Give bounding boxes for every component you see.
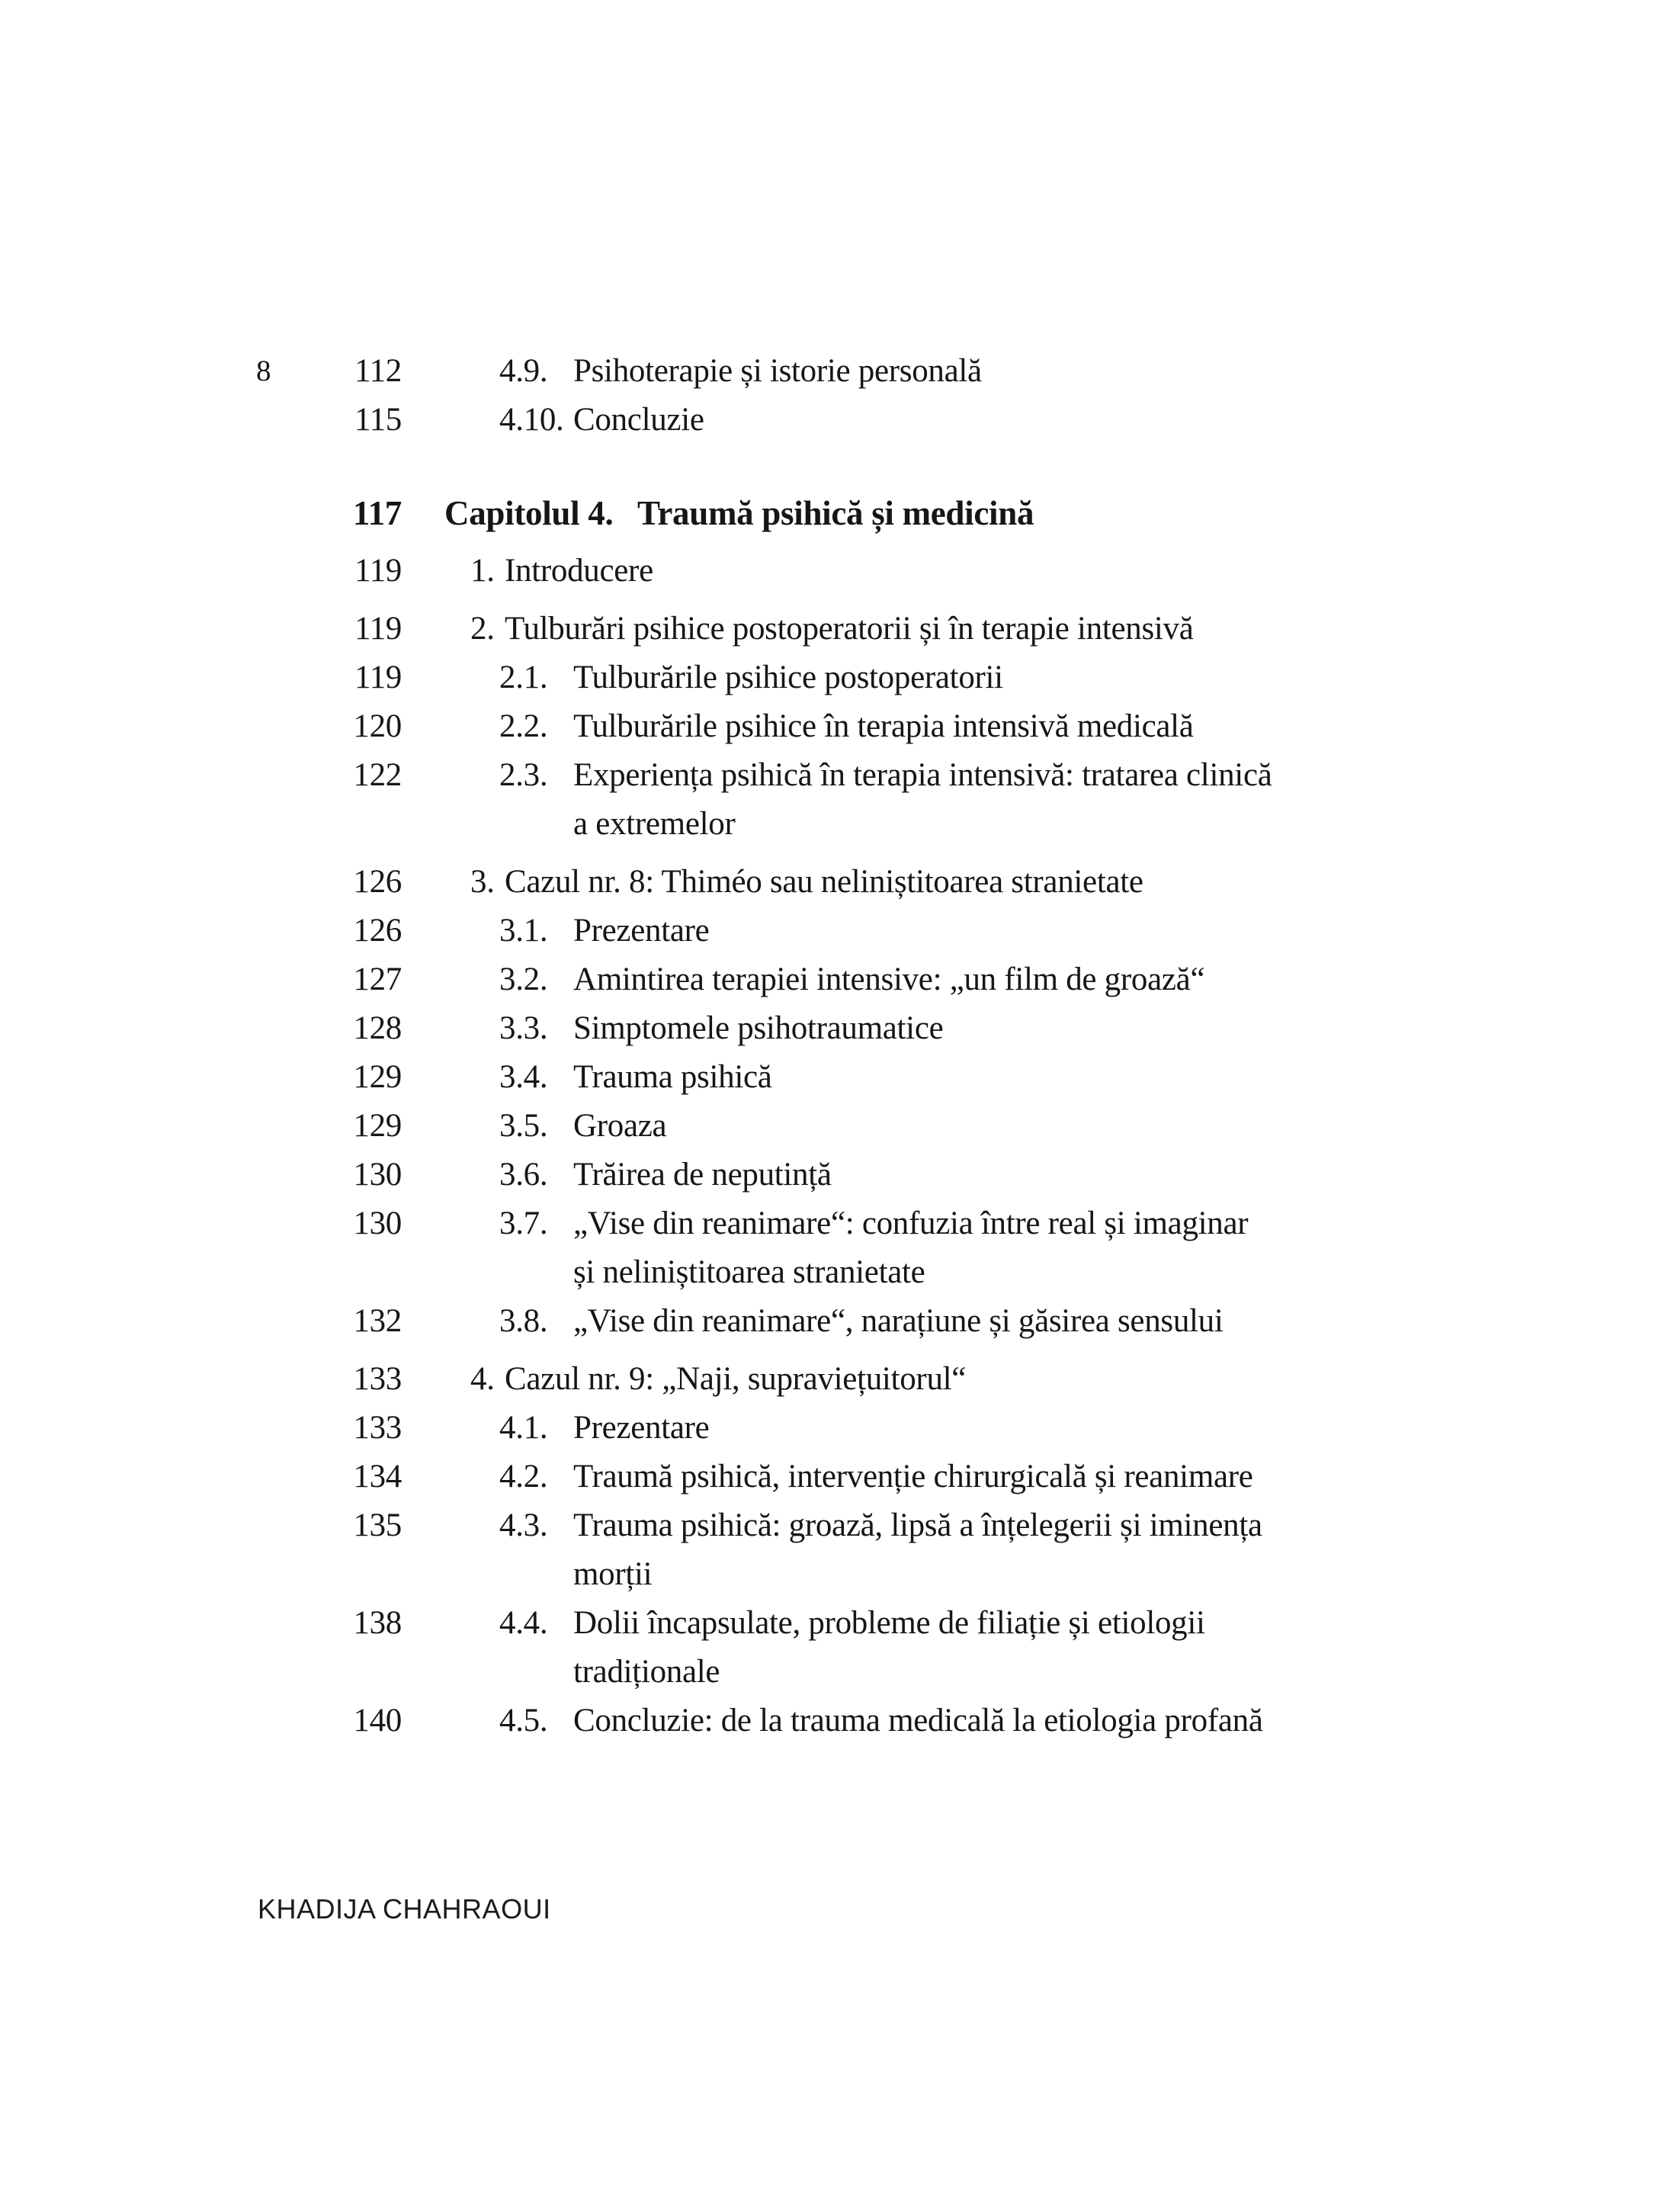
toc-entry-title bbox=[573, 1501, 1262, 1599]
toc-entry-title bbox=[637, 489, 1034, 538]
toc-entry-text-line: Trauma psihică bbox=[573, 1059, 772, 1095]
toc-entry-text-line: Trauma psihică: groază, lipsă a înțelegerii și iminența bbox=[573, 1507, 1262, 1543]
footer-author: KHADIJA CHAHRAOUI bbox=[258, 1893, 551, 1925]
toc-entry-title bbox=[573, 1404, 709, 1453]
toc-entry-row bbox=[0, 1355, 1601, 1404]
toc-page-number: 117 bbox=[352, 494, 402, 532]
toc-entry-title bbox=[573, 702, 1194, 751]
toc-entry bbox=[499, 1151, 832, 1199]
toc-entry-number: 3.8. bbox=[499, 1303, 548, 1339]
toc-entry bbox=[499, 396, 704, 445]
toc-entry-number: Capitolul 4. bbox=[444, 494, 614, 532]
toc-entry-row bbox=[0, 396, 1601, 445]
toc-entry-text-line: Prezentare bbox=[573, 913, 710, 949]
toc-entry bbox=[499, 653, 1003, 702]
toc-entry-number: 2.2. bbox=[499, 708, 548, 744]
toc-entry-number: 2. bbox=[470, 611, 495, 647]
toc-entry-number: 4.9. bbox=[499, 353, 548, 389]
toc-page-number: 126 bbox=[353, 913, 402, 949]
toc-entry-title bbox=[505, 605, 1194, 653]
toc-entry-number: 4.5. bbox=[499, 1703, 548, 1738]
toc-entry-row bbox=[0, 1199, 1601, 1297]
toc-entry-number: 3.4. bbox=[499, 1059, 548, 1095]
toc-entry-number: 3.7. bbox=[499, 1206, 548, 1241]
toc-entry-text-line: și neliniștitoarea stranietate bbox=[573, 1254, 925, 1290]
toc-entry bbox=[499, 955, 1204, 1004]
toc-page-number: 140 bbox=[353, 1703, 402, 1738]
toc-page-number: 130 bbox=[353, 1206, 402, 1241]
toc-entry-row bbox=[0, 1004, 1601, 1053]
toc-entry-row bbox=[0, 1599, 1601, 1697]
toc-page-number: 112 bbox=[354, 353, 402, 389]
toc-entry-row bbox=[0, 1501, 1601, 1599]
toc-entry-number: 3.6. bbox=[499, 1157, 548, 1193]
toc-entry bbox=[499, 907, 709, 955]
toc-entry-text-line: Prezentare bbox=[573, 1410, 710, 1446]
toc-entry bbox=[470, 858, 1143, 907]
toc-entry-text-line: Psihoterapie și istorie personală bbox=[573, 353, 982, 389]
toc-entry-row bbox=[0, 907, 1601, 955]
toc-entry-title bbox=[573, 1151, 832, 1199]
toc-entry-text-line: Tulburările psihice postoperatorii bbox=[573, 660, 1003, 695]
toc-entry-text-line: Cazul nr. 9: „Naji, supraviețuitorul“ bbox=[505, 1361, 967, 1397]
toc-page-number: 115 bbox=[354, 402, 402, 438]
toc-page-number: 119 bbox=[354, 611, 402, 647]
toc-page-number: 120 bbox=[353, 708, 402, 744]
toc-entry-number: 2.1. bbox=[499, 660, 548, 695]
toc-entry-text-line: Tulburări psihice postoperatorii și în terapie intensivă bbox=[505, 611, 1194, 647]
toc-entry bbox=[470, 605, 1194, 653]
toc-entry-row bbox=[0, 347, 1601, 396]
toc-entry-title bbox=[505, 547, 653, 596]
toc-entry-title bbox=[573, 396, 704, 445]
toc-entry bbox=[444, 489, 1034, 538]
toc-entry-text-line: Traumă psihică și medicină bbox=[637, 494, 1034, 532]
toc-entry-number: 4.10. bbox=[499, 402, 564, 438]
toc-entry-row bbox=[0, 858, 1601, 907]
toc-entry-text-line: „Vise din reanimare“: confuzia între real și imaginar bbox=[573, 1206, 1249, 1241]
toc-entry bbox=[499, 702, 1194, 751]
toc-entry bbox=[499, 1199, 1248, 1297]
toc-entry bbox=[470, 547, 653, 596]
toc-page-number: 129 bbox=[353, 1059, 402, 1095]
toc-page-number: 134 bbox=[353, 1459, 402, 1494]
toc-entry bbox=[499, 1501, 1262, 1599]
toc-entry-row bbox=[0, 955, 1601, 1004]
toc-entry-title bbox=[573, 1102, 666, 1151]
toc-entry-row bbox=[0, 1453, 1601, 1501]
toc-page-number: 129 bbox=[353, 1108, 402, 1144]
toc-entry bbox=[499, 1599, 1205, 1697]
toc-entry-text-line: morții bbox=[573, 1556, 653, 1592]
toc-entry-text-line: Cazul nr. 8: Thiméo sau neliniștitoarea stranietate bbox=[505, 864, 1143, 900]
toc-entry-number: 4. bbox=[470, 1361, 495, 1397]
toc-chapter-row bbox=[0, 489, 1601, 538]
toc-entry-text-line: Trăirea de neputință bbox=[573, 1157, 832, 1193]
toc-entry-number: 3. bbox=[470, 864, 495, 900]
toc-entry-title bbox=[573, 1053, 772, 1102]
toc-entry-number: 4.2. bbox=[499, 1459, 548, 1494]
toc-page-number: 135 bbox=[353, 1507, 402, 1543]
toc-entry-title bbox=[573, 347, 982, 396]
toc-entry-text-line: Traumă psihică, intervenție chirurgicală și reanimare bbox=[573, 1459, 1253, 1494]
toc-entry-title bbox=[505, 858, 1143, 907]
toc-page-number: 132 bbox=[353, 1303, 402, 1339]
toc-entry bbox=[499, 1053, 772, 1102]
page-folio: 8 bbox=[256, 355, 271, 387]
toc-entry bbox=[499, 1404, 709, 1453]
toc-entry-text-line: Groaza bbox=[573, 1108, 667, 1144]
toc-entry-title bbox=[573, 907, 709, 955]
toc-entry bbox=[499, 1004, 943, 1053]
toc-entry-row bbox=[0, 653, 1601, 702]
toc-page-number: 138 bbox=[353, 1605, 402, 1641]
toc-entry-title bbox=[573, 1599, 1205, 1697]
toc-entry-text-line: Amintirea terapiei intensive: „un film de groază“ bbox=[573, 962, 1205, 997]
toc-entry-row bbox=[0, 702, 1601, 751]
toc-entry bbox=[499, 1697, 1263, 1745]
toc-entry-number: 4.4. bbox=[499, 1605, 548, 1641]
toc-entry-text-line: tradiționale bbox=[573, 1654, 720, 1690]
toc-entry-number: 3.1. bbox=[499, 913, 548, 949]
toc-page-number: 133 bbox=[353, 1361, 402, 1397]
toc-entry-text-line: Concluzie bbox=[573, 402, 704, 438]
toc-entry-number: 1. bbox=[470, 553, 495, 589]
toc-entry-row bbox=[0, 1151, 1601, 1199]
toc-entry-text-line: Dolii încapsulate, probleme de filiație și etiologii bbox=[573, 1605, 1205, 1641]
toc-entry bbox=[499, 1102, 666, 1151]
toc-entry-title bbox=[573, 1453, 1253, 1501]
toc-entry-row bbox=[0, 1053, 1601, 1102]
toc-entry-text-line: Experiența psihică în terapia intensivă: tratarea clinică bbox=[573, 757, 1272, 793]
toc-entry bbox=[499, 1453, 1253, 1501]
toc-entry-title bbox=[573, 653, 1003, 702]
toc-entry-number: 3.5. bbox=[499, 1108, 548, 1144]
toc-entry-row bbox=[0, 1697, 1601, 1745]
toc-entry bbox=[499, 751, 1272, 849]
toc-entry-title bbox=[573, 955, 1204, 1004]
toc-entry-number: 4.1. bbox=[499, 1410, 548, 1446]
toc-page-number: 130 bbox=[353, 1157, 402, 1193]
toc-entry-title bbox=[573, 751, 1272, 849]
toc-entry-number: 4.3. bbox=[499, 1507, 548, 1543]
toc-entry-text-line: Concluzie: de la trauma medicală la etiologia profană bbox=[573, 1703, 1263, 1738]
toc-entry bbox=[499, 347, 982, 396]
toc-entry-row bbox=[0, 751, 1601, 849]
toc-page-number: 128 bbox=[353, 1010, 402, 1046]
toc-entry-number: 3.2. bbox=[499, 962, 548, 997]
toc-entry-text-line: Simptomele psihotraumatice bbox=[573, 1010, 944, 1046]
toc-entry-row bbox=[0, 547, 1601, 596]
toc-entry-number: 3.3. bbox=[499, 1010, 548, 1046]
toc-entry-title bbox=[573, 1004, 943, 1053]
toc-entry-text-line: Introducere bbox=[505, 553, 653, 589]
toc-page-number: 126 bbox=[353, 864, 402, 900]
toc-entry-row bbox=[0, 1404, 1601, 1453]
toc-entry bbox=[499, 1297, 1224, 1346]
toc-entry-text-line: Tulburările psihice în terapia intensivă medicală bbox=[573, 708, 1194, 744]
toc-page-number: 133 bbox=[353, 1410, 402, 1446]
toc-page-number: 122 bbox=[353, 757, 402, 793]
toc-entry-title bbox=[573, 1199, 1248, 1297]
toc-entry-row bbox=[0, 1102, 1601, 1151]
toc-page-number: 119 bbox=[354, 553, 402, 589]
toc-entry-title bbox=[573, 1297, 1224, 1346]
toc-entry-title bbox=[505, 1355, 966, 1404]
toc-entry-text-line: a extremelor bbox=[573, 806, 736, 842]
toc-list bbox=[0, 347, 1601, 1745]
toc-entry-row bbox=[0, 1297, 1601, 1346]
toc-entry-row bbox=[0, 605, 1601, 653]
toc-page-number: 119 bbox=[354, 660, 402, 695]
toc-page-number: 127 bbox=[353, 962, 402, 997]
toc-entry-number: 2.3. bbox=[499, 757, 548, 793]
toc-entry-text-line: „Vise din reanimare“, narațiune și găsirea sensului bbox=[573, 1303, 1224, 1339]
toc-entry bbox=[470, 1355, 966, 1404]
toc-entry-title bbox=[573, 1697, 1263, 1745]
